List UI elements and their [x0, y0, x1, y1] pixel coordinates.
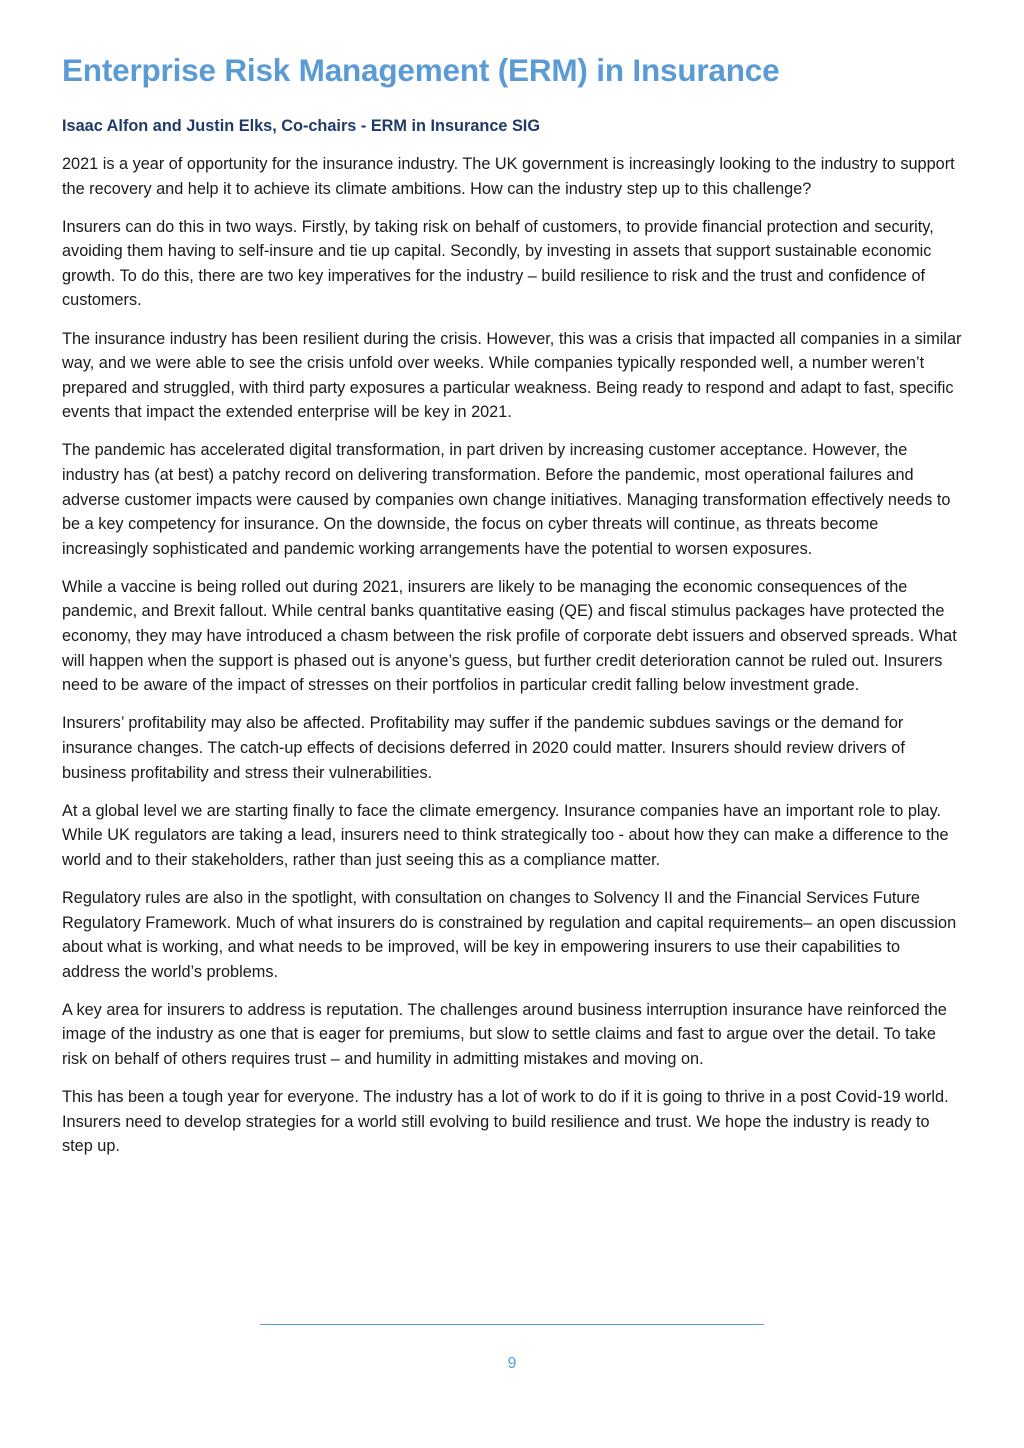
footer-divider — [260, 1324, 764, 1325]
paragraph: At a global level we are starting finally to face the climate emergency. Insurance companies have an important role to play. While UK regulators are taking a lead, insurers need to think strategically too - about how they can make a difference to the world and to their stakeholders, rather than just seeing this as a compliance matter. — [62, 801, 949, 869]
paragraph: The pandemic has accelerated digital transformation, in part driven by increasing customer acceptance. However, the industry has (at best) a patchy record on delivering transformation. Before the pandemic, most operational failures and adverse customer impacts were caused by companies own change initiatives. Managing transformation effectively needs to be a key competency for insurance. On the downside, the focus on cyber threats will continue, as threats become increasingly sophisticated and pandemic working arrangements have the potential to worsen exposures. — [62, 441, 951, 558]
paragraph: Insurers can do this in two ways. Firstly, by taking risk on behalf of customers, to provide financial protection and security, avoiding them having to self-insure and tie up capital. Secondly, by investing in assets that support sustainable economic growth. To do this, there are two key imperatives for the industry – build resilience to risk and the trust and confidence of customers. — [62, 217, 934, 310]
paragraph: Regulatory rules are also in the spotlight, with consultation on changes to Solvency II and the Financial Services Future Regulatory Framework. Much of what insurers do is constrained by regulation and capital requirements– an open discussion about what is working, and what needs to be improved, will be key in empowering insurers to use their capabilities to address the world’s problems. — [62, 888, 957, 981]
paragraph: A key area for insurers to address is reputation. The challenges around business interruption insurance have reinforced the image of the industry as one that is eager for premiums, but slow to settle claims and fast to argue over the detail. To take risk on behalf of others requires trust – and humility in admitting mistakes and moving on. — [62, 1000, 947, 1068]
paragraph: While a vaccine is being rolled out during 2021, insurers are likely to be managing the economic consequences of the pandemic, and Brexit fallout. While central banks quantitative easing (QE) and fiscal stimulus packages have protected the economy, they may have introduced a chasm between the risk profile of corporate debt issuers and observed spreads. What will happen when the support is phased out is anyone’s guess, but further credit deterioration cannot be ruled out. Insurers need to be aware of the impact of stresses on their portfolios in particular credit falling below investment grade. — [62, 577, 957, 695]
author-byline: Isaac Alfon and Justin Elks, Co-chairs - ERM in Insurance SIG — [62, 116, 540, 135]
article — [62, 52, 962, 1172]
paragraph: Insurers’ profitability may also be affected. Profitability may suffer if the pandemic subdues savings or the demand for insurance changes. The catch-up effects of decisions deferred in 2020 could matter. Insurers should review drivers of business profitability and stress their vulnerabilities. — [62, 714, 905, 782]
paragraph: 2021 is a year of opportunity for the insurance industry. The UK government is increasingly looking to the industry to support the recovery and help it to achieve its climate ambitions. How can the industry step up to this challenge? — [62, 154, 955, 198]
page-number: 9 — [507, 1355, 517, 1372]
paragraph: The insurance industry has been resilient during the crisis. However, this was a crisis that impacted all companies in a similar way, and we were able to see the crisis unfold over weeks. While companies typically responded well, a number weren’t prepared and struggled, with third party exposures a particular weakness. Being ready to respond and adapt to fast, specific events that impact the extended enterprise will be key in 2021. — [62, 329, 962, 422]
paragraph: This has been a tough year for everyone. The industry has a lot of work to do if it is going to thrive in a post Covid-19 world. Insurers need to develop strategies for a world still evolving to build resilience and trust. We hope the industry is ready to step up. — [62, 1088, 949, 1156]
page-title: Enterprise Risk Management (ERM) in Insurance — [62, 52, 780, 88]
